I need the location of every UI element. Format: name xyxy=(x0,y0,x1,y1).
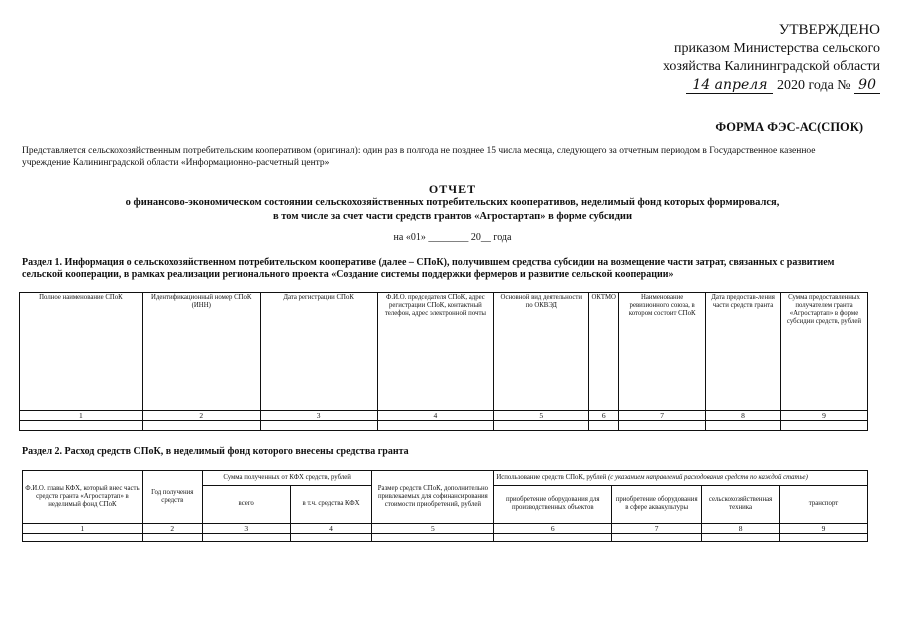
s1-num-3: 3 xyxy=(260,411,377,421)
s1-num-2: 2 xyxy=(142,411,260,421)
s2-header-own: Размер средств СПоК, дополнительно привлекаемых для софинансирования стоимости приобретений, рублей xyxy=(372,471,494,524)
s1-empty-cell[interactable] xyxy=(781,421,868,431)
s2-empty-cell[interactable] xyxy=(612,534,702,542)
approval-line1: приказом Министерства сельского xyxy=(674,41,880,56)
s2-header-sum: Сумма полученных от КФХ средств, рублей xyxy=(202,471,372,486)
intro-text: Представляется сельскохозяйственным потребительским кооперативом (оригинал): один раз в полгода не позднее 15 числа месяца, следующего за отчетным периодом в Государственное казенное учреждение Калининградской области «Информационно-расчетный центр» xyxy=(22,146,816,168)
approval-line2: хозяйства Калининградской области xyxy=(662,59,880,74)
s2-empty-cell[interactable] xyxy=(202,534,290,542)
s1-header-5: Основной вид деятельности по ОКВЭД xyxy=(494,293,589,411)
s1-num-6: 6 xyxy=(589,411,619,421)
handwritten-number: 90 xyxy=(854,77,880,94)
s2-header-use xyxy=(494,471,868,486)
section2-table xyxy=(22,470,868,542)
s2-header-use-col-3: сельскохозяйственная техника xyxy=(702,485,780,523)
s2-header-use-note: (с указанием направлений расходования средств по каждой статье) xyxy=(608,473,808,481)
s1-header-4: Ф.И.О. председателя СПоК, адрес регистрации СПоК, контактный телефон, адрес электронной почты xyxy=(377,293,494,411)
s2-num-4: 4 xyxy=(290,524,372,534)
s2-empty-cell[interactable] xyxy=(494,534,612,542)
section2-title: Раздел 2. Расход средств СПоК, в неделимый фонд которого внесены средства гранта xyxy=(22,446,409,457)
s1-header-9: Сумма предоставленных получателем гранта «Агростартап» в форме субсидии средств, рублей xyxy=(781,293,868,411)
report-title: ОТЧЕТ xyxy=(428,182,477,196)
report-subtitle-1: о финансово-экономическом состоянии сельскохозяйственных потребительских кооперативов, неделимый фонд которых формировался, xyxy=(125,197,780,208)
s2-empty-cell[interactable] xyxy=(142,534,202,542)
s1-header-2: Идентификационный номер СПоК (ИНН) xyxy=(142,293,260,411)
form-code: ФОРМА ФЭС-АС(СПОК) xyxy=(715,120,863,134)
approval-year-text: 2020 года № xyxy=(776,78,851,93)
s2-num-2: 2 xyxy=(142,524,202,534)
handwritten-date: 14 апреля xyxy=(686,77,773,94)
s1-empty-cell[interactable] xyxy=(377,421,494,431)
s1-num-4: 4 xyxy=(377,411,494,421)
s2-header-use-col-2: приобретение оборудования в сфере аквакультуры xyxy=(612,485,702,523)
report-subtitle-2: в том числе за счет части средств грантов «Агростартап» в форме субсидии xyxy=(272,211,633,222)
s2-empty-cell[interactable] xyxy=(23,534,143,542)
s2-num-6: 6 xyxy=(494,524,612,534)
s2-num-3: 3 xyxy=(202,524,290,534)
s1-header-8: Дата предостав-ления части средств гранта xyxy=(706,293,781,411)
s1-header-1: Полное наименование СПоК xyxy=(20,293,143,411)
s1-num-9: 9 xyxy=(781,411,868,421)
section1-table xyxy=(19,292,868,431)
s1-empty-cell[interactable] xyxy=(20,421,143,431)
s2-header-use-col-1: приобретение оборудования для производственных объектов xyxy=(494,485,612,523)
s1-num-5: 5 xyxy=(494,411,589,421)
approval-date-line xyxy=(0,77,880,94)
s1-empty-cell[interactable] xyxy=(589,421,619,431)
s1-num-7: 7 xyxy=(619,411,706,421)
s2-header-use-main: Использование средств СПоК, рублей xyxy=(496,473,607,481)
s1-empty-cell[interactable] xyxy=(619,421,706,431)
s2-empty-cell[interactable] xyxy=(290,534,372,542)
section1-title: Раздел 1. Информация о сельскохозяйственном потребительском кооперативе (далее – СПоК), получившем средства субсидии на возмещение части затрат, связанных с развитием сельской кооперации, в рамках реализации регионального проекта «Создание системы поддержки фермеров и развитие сельской кооперации» xyxy=(22,257,835,280)
s2-num-9: 9 xyxy=(780,524,868,534)
s2-num-8: 8 xyxy=(702,524,780,534)
s2-empty-cell[interactable] xyxy=(372,534,494,542)
report-date-line: на «01» ________ 20__ года xyxy=(393,232,512,243)
s1-header-6: ОКТМО xyxy=(589,293,619,411)
s1-empty-cell[interactable] xyxy=(494,421,589,431)
s1-header-7: Наименование ревизионного союза, в котором состоит СПоК xyxy=(619,293,706,411)
approval-heading: УТВЕРЖДЕНО xyxy=(778,22,880,38)
s2-empty-cell[interactable] xyxy=(702,534,780,542)
s2-header-sum-total: всего xyxy=(202,485,290,523)
s2-num-1: 1 xyxy=(23,524,143,534)
s1-empty-cell[interactable] xyxy=(260,421,377,431)
s2-header-sum-incl: в т.ч. средства КФХ xyxy=(290,485,372,523)
s2-empty-cell[interactable] xyxy=(780,534,868,542)
s1-empty-cell[interactable] xyxy=(142,421,260,431)
s1-empty-cell[interactable] xyxy=(706,421,781,431)
s1-num-1: 1 xyxy=(20,411,143,421)
approval-block xyxy=(0,22,880,94)
s2-header-fio: Ф.И.О. главы КФХ, который внес часть средств гранта «Агростартап» в неделимый фонд СПоК xyxy=(23,471,143,524)
s2-header-year: Год получения средств xyxy=(142,471,202,524)
s2-num-5: 5 xyxy=(372,524,494,534)
s2-header-use-col-4: транспорт xyxy=(780,485,868,523)
s1-header-3: Дата регистрации СПоК xyxy=(260,293,377,411)
s1-num-8: 8 xyxy=(706,411,781,421)
s2-num-7: 7 xyxy=(612,524,702,534)
